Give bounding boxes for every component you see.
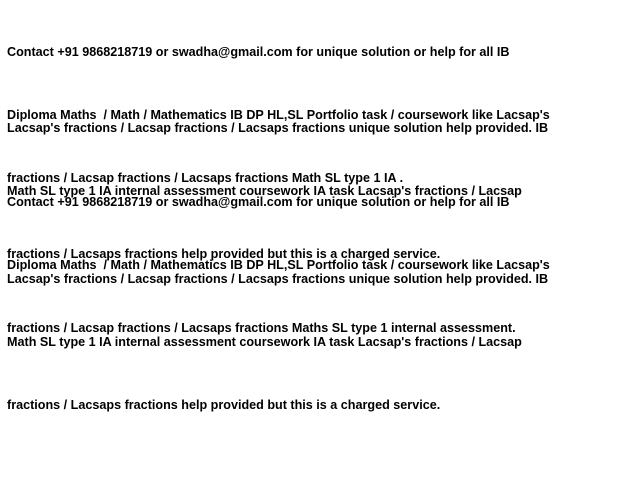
text-line: Math SL type 1 IA internal assessment coursework IA task Lacsap's fractions / Lacsap <box>7 184 522 198</box>
text-line: fractions / Lacsaps fractions help provided but this is a charged service. <box>7 247 441 261</box>
text-line: Math SL type 1 IA internal assessment coursework IA task Lacsap's fractions / Lacsap <box>7 335 522 349</box>
paragraph-service-2 <box>7 227 631 458</box>
text-line: fractions / Lacsap fractions / Lacsaps fractions Math SL type 1 IA . <box>7 171 404 185</box>
text-line: fractions / Lacsap fractions / Lacsaps fractions Maths SL type 1 internal assessment. <box>7 321 516 335</box>
text-line: Lacsap's fractions / Lacsap fractions / Lacsaps fractions unique solution help provided. IB <box>7 121 549 135</box>
text-line: Diploma Maths / Math / Mathematics IB DP HL,SL Portfolio task / coursework like Lacsap's <box>7 108 550 122</box>
text-line: Contact +91 9868218719 or swadha@gmail.com for unique solution or help for all IB <box>7 45 510 59</box>
text-line: Contact +91 9868218719 or swadha@gmail.com for unique solution or help for all IB <box>7 195 510 209</box>
text-line: Diploma Maths / Math / Mathematics IB DP HL,SL Portfolio task / coursework like Lacsap's <box>7 258 550 272</box>
text-line: Lacsap's fractions / Lacsap fractions / Lacsaps fractions unique solution help provided. IB <box>7 272 549 286</box>
text-line: fractions / Lacsaps fractions help provided but this is a charged service. <box>7 398 441 412</box>
